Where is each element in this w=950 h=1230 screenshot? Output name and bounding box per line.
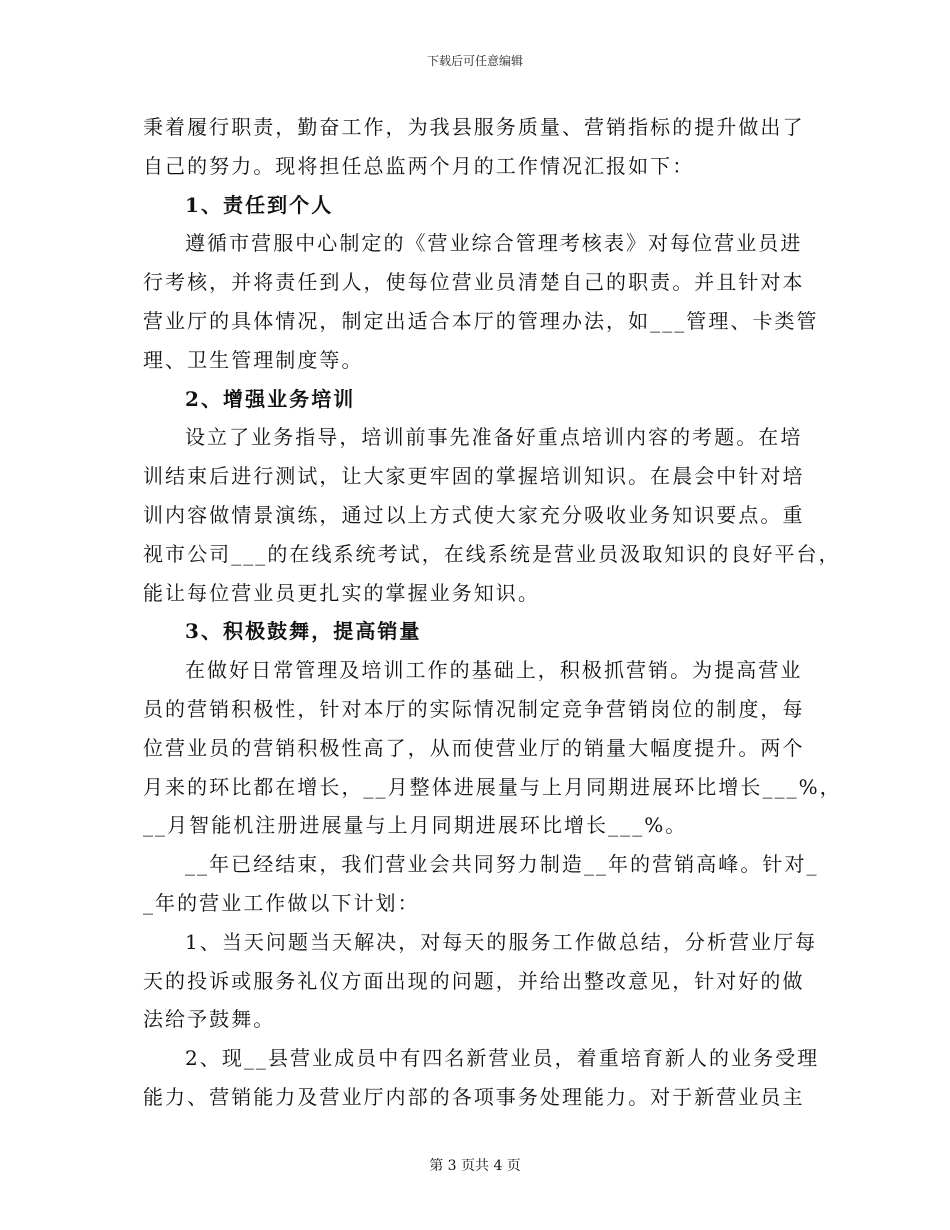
- paragraph-line: 位营业员的营销积极性高了，从而使营业厅的销量大幅度提升。两个: [143, 735, 805, 760]
- paragraph-line: 自己的努力。现将担任总监两个月的工作情况汇报如下：: [143, 153, 695, 178]
- paragraph-line: 能让每位营业员更扎实的掌握业务知识。: [143, 580, 540, 605]
- section-heading: 3、积极鼓舞，提高销量: [185, 619, 422, 644]
- paragraph-line: 遵循市营服中心制定的《营业综合管理考核表》对每位营业员进: [185, 231, 803, 256]
- paragraph-line: 训内容做情景演练，通过以上方式使大家充分吸收业务知识要点。重: [143, 502, 805, 527]
- paragraph-line: 月来的环比都在增长，__月整体进展量与上月同期进展环比增长___%，: [143, 774, 842, 799]
- paragraph-line: 员的营销积极性，针对本厅的实际情况制定竞争营销岗位的制度，每: [143, 696, 805, 721]
- paragraph-line: __月智能机注册进展量与上月同期进展环比增长___%。: [143, 813, 688, 838]
- paragraph-line: 训结束后进行测试，让大家更牢固的掌握培训知识。在晨会中针对培: [143, 464, 805, 489]
- paragraph-line: 视市公司___的在线系统考试，在线系统是营业员汲取知识的良好平台，: [143, 541, 841, 566]
- paragraph-line: 营业厅的具体情况，制定出适合本厅的管理办法，如___管理、卡类管: [143, 308, 819, 333]
- paragraph-line: 在做好日常管理及培训工作的基础上，积极抓营销。为提高营业: [185, 658, 803, 683]
- section-heading: 1、责任到个人: [185, 192, 334, 217]
- paragraph-line: 设立了业务指导，培训前事先准备好重点培训内容的考题。在培: [185, 425, 803, 450]
- paragraph-line: 1、当天问题当天解决，对每天的服务工作做总结，分析营业厅每: [185, 929, 818, 954]
- paragraph-line: 2、现__县营业成员中有四名新营业员，着重培育新人的业务受理: [185, 1046, 820, 1071]
- paragraph-line: 法给予鼓舞。: [143, 1007, 276, 1032]
- paragraph-line: 秉着履行职责，勤奋工作，为我县服务质量、营销指标的提升做出了: [143, 115, 805, 139]
- page-header: 下载后可任意编辑: [426, 54, 523, 68]
- paragraph-line: __年已经结束，我们营业会共同努力制造__年的营销高峰。针对_: [185, 852, 819, 877]
- section-heading: 2、增强业务培训: [185, 386, 356, 411]
- page-footer: 第 3 页共 4 页: [429, 1158, 521, 1174]
- paragraph-line: 天的投诉或服务礼仪方面出现的问题，并给出整改意见，针对好的做: [143, 968, 805, 993]
- paragraph-line: 行考核，并将责任到人，使每位营业员清楚自己的职责。并且针对本: [143, 270, 805, 295]
- paragraph-line: 能力、营销能力及营业厅内部的各项事务处理能力。对于新营业员主: [143, 1084, 805, 1109]
- paragraph-line: 理、卫生管理制度等。: [143, 347, 364, 372]
- document-body: [143, 108, 842, 1117]
- paragraph-line: _年的营业工作做以下计划：: [143, 890, 420, 915]
